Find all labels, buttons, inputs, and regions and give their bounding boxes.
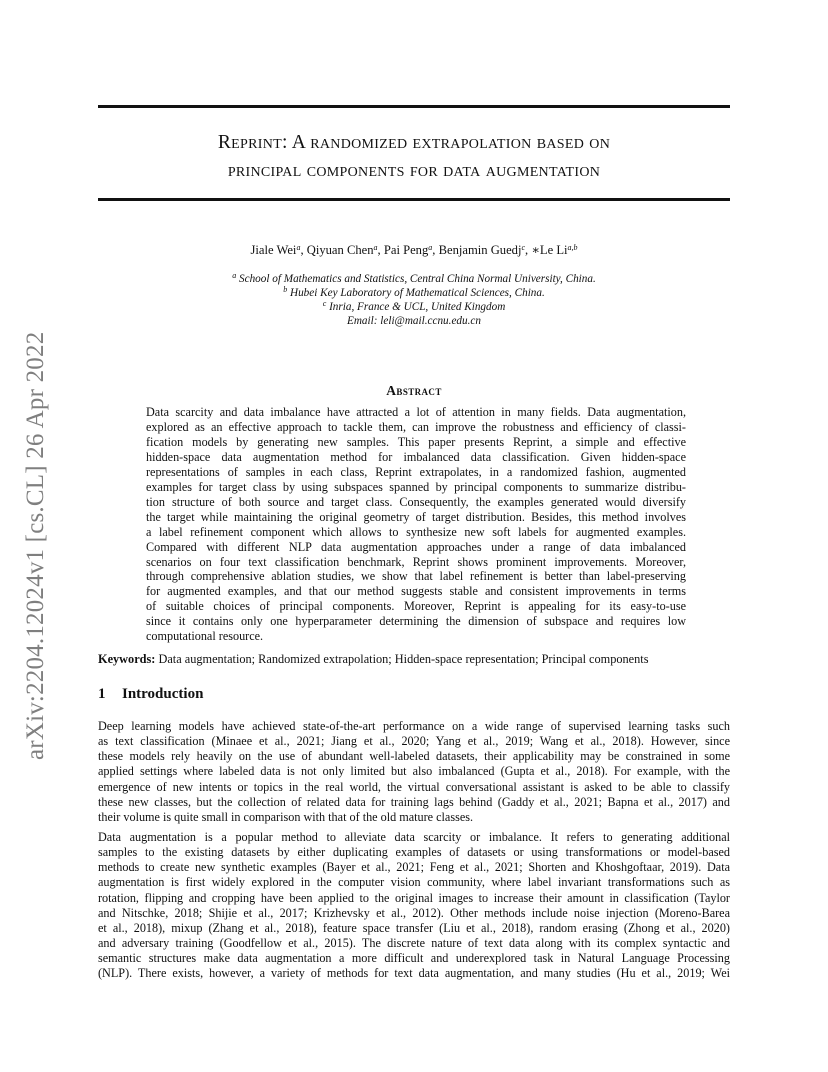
paragraph-line: et al., 2018), mixup (Zhang et al., 2018), feature space transfer (Liu et al., 2018), random erasing (Zhong et al., 2020)	[98, 920, 730, 935]
abstract-line: examples for target class by using subspaces spanned by principal components to summarize distribu-	[146, 479, 686, 494]
abstract-line: explored as an effective approach to tackle them, can improve the robustness and efficiency of classi-	[146, 419, 686, 434]
paragraph-line: Deep learning models have achieved state-of-the-art performance on a wide range of supervised learning tasks such	[98, 719, 730, 733]
abstract-line: the target while maintaining the original geometry of target distribution. Besides, this method involves	[146, 509, 686, 524]
paragraph-line: emergence of new intents or topics in the real world, the virtual conversational assistant is asked to be able to classify	[98, 779, 730, 794]
title-rule-bottom	[98, 198, 730, 201]
abstract-line: a label refinement component which allows to synthesize new soft labels for augmented examples.	[146, 524, 686, 539]
paragraph-line: applied settings where labeled data is not only limited but also imbalanced (Gupta et al., 2018). For example, with the	[98, 764, 730, 779]
author-list: Jiale Wei$^a$, Qiyuan Chen$^a$, Pai Peng$^a$, Benjamin Guedj$^c$, ∗Le Li$^{a,b}$	[250, 243, 578, 257]
abstract-line: through comprehensive ablation studies, we show that label refinement is better than label-preserving	[146, 569, 686, 584]
intro-paragraph-2	[98, 830, 730, 982]
title-rule-top	[98, 105, 730, 108]
paragraph-line: methods to create new synthetic examples (Bayer et al., 2021; Feng et al., 2021; Shorten and Khoshgoftaar, 2019). Data	[98, 860, 730, 875]
contact-email: Email: leli@mail.ccnu.edu.cn	[347, 315, 481, 327]
abstract-line: Compared with different NLP data augmentation approaches under a range of data imbalanced	[146, 539, 686, 554]
paragraph-line: augmentation is first widely explored in the computer vision community, where label invariant transformations such as	[98, 875, 730, 890]
arxiv-identifier-stamp: arXiv:2204.12024v1 [cs.CL] 26 Apr 2022	[22, 331, 49, 760]
paper-title-line-2: principal components for data augmentation	[227, 160, 601, 181]
abstract-line: representations of samples in each class, Reprint extrapolates, in a randomized fashion, augmented	[146, 464, 686, 479]
abstract-line: since it contains only one hyperparameter determining the dimension of subspace and requires low	[146, 614, 686, 629]
abstract-line: Data scarcity and data imbalance have attracted a lot of attention in many fields. Data augmentation,	[146, 405, 686, 419]
author-name: Le Li	[539, 243, 568, 257]
section-title: Introduction	[122, 686, 204, 702]
intro-paragraph-1	[98, 719, 730, 825]
author-name: Jiale Wei	[250, 243, 297, 257]
paragraph-line: samples to the existing datasets by either duplicating examples of datasets or using transformations or model-based	[98, 845, 730, 860]
affiliation-b: $^b$ Hubei Key Laboratory of Mathematical Sciences, China.	[283, 285, 545, 299]
abstract-heading: Abstract	[386, 383, 442, 398]
paragraph-line: (NLP). There exists, however, a variety of methods for text data augmentation, and many studies (Hu et al., 2019; Wei	[98, 966, 730, 981]
section-heading	[98, 686, 203, 703]
abstract-line: hidden-space data augmentation method for imbalanced data classification. Given hidden-space	[146, 449, 686, 464]
abstract-line: computational resource.	[146, 629, 264, 644]
abstract-line: fication models by generating new samples. This paper presents Reprint, a simple and effective	[146, 434, 686, 449]
paragraph-line: semantic structures make data augmentation a more difficult and underexplored task in Natural Language Processing	[98, 951, 730, 966]
keywords-text: Data augmentation; Randomized extrapolation; Hidden-space representation; Principal components	[158, 652, 649, 666]
keywords-line	[98, 652, 730, 667]
paragraph-line: these new classes, but the collection of related data for training lags behind (Gaddy et al., 2021; Bapna et al., 2017) and	[98, 794, 730, 809]
abstract-line: of suitable choices of principal components. Moreover, Reprint is appealing for its easy-to-use	[146, 599, 686, 614]
section-number: 1	[98, 686, 106, 702]
paper-title-line-1: Reprint: A randomized extrapolation based on	[217, 132, 611, 153]
abstract-line: for augmented examples, and that our method suggests stable and consistent improvements in terms	[146, 584, 686, 599]
abstract-line: tion structure of both source and target class. Consequently, the examples generated would diversify	[146, 494, 686, 509]
affiliation-c: $^c$ Inria, France & UCL, United Kingdom	[322, 299, 506, 313]
corresponding-mark: ∗	[531, 243, 540, 257]
paragraph-line: these models rely heavily on the use of abundant well-labeled datasets, their applicability may be constrained in some	[98, 749, 730, 764]
author-name: Benjamin Guedj	[438, 243, 522, 257]
paragraph-line: Data augmentation is a popular method to alleviate data scarcity or imbalance. It refers to generating additional	[98, 830, 730, 844]
affiliation-a: $^a$ School of Mathematics and Statistics, Central China Normal University, China.	[232, 271, 596, 285]
paragraph-line: rotation, flipping and cropping have been applied to the original images to increase their amount in classification (Taylor	[98, 890, 730, 905]
paragraph-line: and Nitschke, 2018; Shijie et al., 2017; Krizhevsky et al., 2012). Other methods include noise injection (Moreno-Barea	[98, 905, 730, 920]
author-name: Pai Peng	[383, 243, 429, 257]
paragraph-line: as text classification (Minaee et al., 2021; Jiang et al., 2020; Yang et al., 2019; Wang et al., 2018). However, since	[98, 734, 730, 749]
paragraph-line: and adversary training (Goodfellow et al., 2015). The discrete nature of text data along with its complex syntactic and	[98, 936, 730, 951]
abstract-line: scenarios on four text classification benchmark, Reprint shows prominent improvements. Moreover,	[146, 554, 686, 569]
paragraph-line: their volume is quite small in comparison with that of the old mature classes.	[98, 809, 474, 824]
abstract-body	[146, 405, 686, 644]
keywords-label: Keywords:	[98, 652, 156, 666]
author-name: Qiyuan Chen	[306, 243, 374, 257]
